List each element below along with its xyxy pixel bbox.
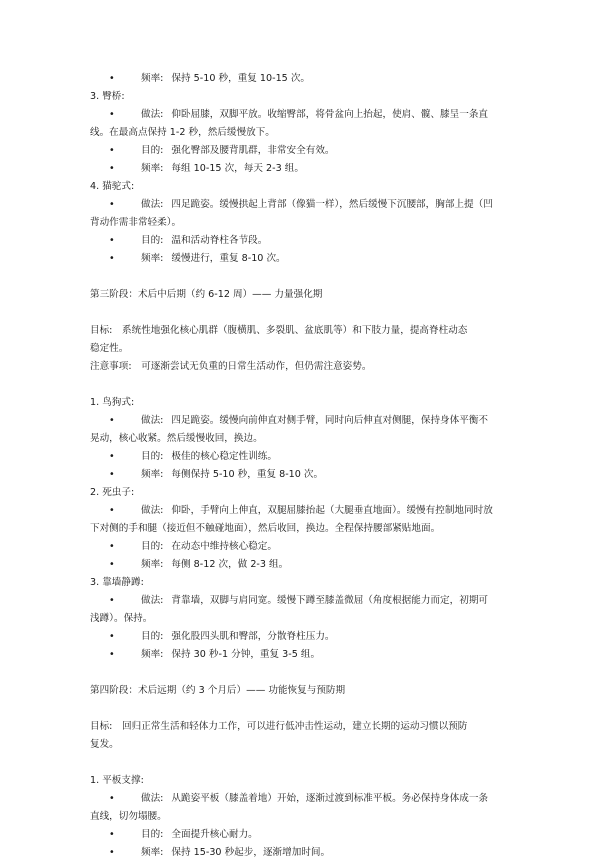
spacer xyxy=(90,376,515,394)
bullet-frequency xyxy=(90,556,515,574)
bullet-text: 四足跪姿。缓慢拱起上背部（像猫一样），然后缓慢下沉腰部，胸部上提（凹 xyxy=(171,199,493,210)
bullet-icon: • xyxy=(109,163,115,174)
spacer xyxy=(90,754,515,772)
bullet-goal xyxy=(90,142,515,160)
document-body xyxy=(90,70,515,862)
bullet-label: 频率: xyxy=(141,649,164,660)
bullet-text: 仰卧屈膝，双脚平放。收缩臀部，将骨盆向上抬起，使肩、髋、膝呈一条直 xyxy=(171,109,489,120)
bullet-frequency xyxy=(90,466,515,484)
stage-3-goal-line: 稳定性。 xyxy=(90,343,129,354)
bullet-icon: • xyxy=(109,793,115,804)
bullet-text-continued: 直线，切勿塌腰。 xyxy=(90,811,167,822)
bullet-icon: • xyxy=(109,847,115,858)
bullet-text-continued: 晃动，核心收紧。然后缓慢收回，换边。 xyxy=(90,433,263,444)
bullet-text: 强化臀部及腰背肌群，非常安全有效。 xyxy=(171,145,335,156)
stage-3-heading: 第三阶段：术后中后期（约 6-12 周）—— 力量强化期 xyxy=(90,289,323,300)
exercise-title-bird-dog: 1. 鸟狗式: xyxy=(90,397,135,408)
bullet-label: 做法: xyxy=(141,793,164,804)
bullet-frequency xyxy=(90,160,515,178)
bullet-label: 频率: xyxy=(141,163,164,174)
exercise-title-glute-bridge: 3. 臀桥: xyxy=(90,91,125,102)
bullet-text: 背靠墙，双脚与肩同宽。缓慢下蹲至膝盖微屈（角度根据能力而定，初期可 xyxy=(171,595,489,606)
exercise-title-wall-sit: 3. 靠墙静蹲: xyxy=(90,577,144,588)
bullet-text: 温和活动脊柱各节段。 xyxy=(171,235,268,246)
bullet-method xyxy=(90,502,515,538)
bullet-label: 做法: xyxy=(141,415,164,426)
bullet-label: 频率: xyxy=(141,253,164,264)
bullet-label: 做法: xyxy=(141,595,164,606)
bullet-text-continued: 背动作需非常轻柔）。 xyxy=(90,217,182,228)
bullet-label: 目的: xyxy=(141,451,164,462)
bullet-text: 仰卧，手臂向上伸直，双腿屈膝抬起（大腿垂直地面）。缓慢有控制地同时放 xyxy=(171,505,493,516)
bullet-icon: • xyxy=(109,631,115,642)
bullet-icon: • xyxy=(109,235,115,246)
bullet-method xyxy=(90,412,515,448)
bullet-method xyxy=(90,790,515,826)
bullet-text: 极佳的核心稳定性训练。 xyxy=(171,451,277,462)
bullet-label: 频率: xyxy=(141,73,164,84)
bullet-text: 每侧保持 5-10 秒，重复 8-10 次。 xyxy=(171,469,324,480)
stage-4-goal-line: 目标: 回归正常生活和轻体力工作，可以进行低冲击性运动，建立长期的运动习惯以预防 xyxy=(90,721,468,732)
bullet-goal xyxy=(90,628,515,646)
bullet-goal xyxy=(90,538,515,556)
bullet-text: 每组 10-15 次，每天 2-3 组。 xyxy=(171,163,304,174)
stage-4-heading: 第四阶段：术后远期（约 3 个月后）—— 功能恢复与预防期 xyxy=(90,685,346,696)
bullet-icon: • xyxy=(109,145,115,156)
bullet-label: 目的: xyxy=(141,541,164,552)
bullet-method xyxy=(90,592,515,628)
bullet-text: 保持 15-30 秒起步，逐渐增加时间。 xyxy=(171,847,331,858)
bullet-text: 缓慢进行，重复 8-10 次。 xyxy=(171,253,286,264)
bullet-frequency xyxy=(90,250,515,268)
spacer xyxy=(90,304,515,322)
stage-4-goal-line: 复发。 xyxy=(90,739,119,750)
bullet-icon: • xyxy=(109,451,115,462)
stage-3-goal xyxy=(90,322,515,358)
bullet-icon: • xyxy=(109,469,115,480)
exercise-title-plank: 1. 平板支撑: xyxy=(90,775,144,786)
bullet-method xyxy=(90,106,515,142)
bullet-label: 目的: xyxy=(141,235,164,246)
bullet-label: 目的: xyxy=(141,829,164,840)
spacer xyxy=(90,664,515,682)
stage-4-goal xyxy=(90,718,515,754)
bullet-icon: • xyxy=(109,541,115,552)
bullet-frequency xyxy=(90,646,515,664)
bullet-text: 保持 5-10 秒，重复 10-15 次。 xyxy=(171,73,311,84)
bullet-text-continued: 浅蹲）。保持。 xyxy=(90,613,153,624)
bullet-label: 做法: xyxy=(141,109,164,120)
bullet-icon: • xyxy=(109,253,115,264)
bullet-icon: • xyxy=(109,829,115,840)
bullet-icon: • xyxy=(109,73,115,84)
bullet-text: 保持 30 秒-1 分钟，重复 3-5 组。 xyxy=(171,649,321,660)
bullet-text: 从跪姿平板（膝盖着地）开始，逐渐过渡到标准平板。务必保持身体成一条 xyxy=(171,793,489,804)
bullet-icon: • xyxy=(109,199,115,210)
bullet-label: 频率: xyxy=(141,559,164,570)
bullet-goal xyxy=(90,232,515,250)
bullet-goal xyxy=(90,448,515,466)
bullet-icon: • xyxy=(109,649,115,660)
bullet-text: 全面提升核心耐力。 xyxy=(171,829,258,840)
bullet-text: 每侧 8-12 次，做 2-3 组。 xyxy=(171,559,289,570)
bullet-icon: • xyxy=(109,595,115,606)
bullet-text: 四足跪姿。缓慢向前伸直对侧手臂，同时向后伸直对侧腿，保持身体平衡不 xyxy=(171,415,489,426)
spacer xyxy=(90,268,515,286)
bullet-icon: • xyxy=(109,109,115,120)
bullet-label: 频率: xyxy=(141,469,164,480)
bullet-label: 目的: xyxy=(141,631,164,642)
stage-3-goal-line: 目标: 系统性地强化核心肌群（腹横肌、多裂肌、盆底肌等）和下肢力量，提高脊柱动态 xyxy=(90,325,468,336)
bullet-label: 频率: xyxy=(141,847,164,858)
bullet-label: 做法: xyxy=(141,505,164,516)
bullet-text-continued: 下对侧的手和腿（接近但不触碰地面），然后收回，换边。全程保持腰部紧贴地面。 xyxy=(90,523,441,534)
bullet-method xyxy=(90,196,515,232)
exercise-title-cat-camel: 4. 猫驼式: xyxy=(90,181,135,192)
bullet-text-continued: 线。在最高点保持 1-2 秒，然后缓慢放下。 xyxy=(90,127,275,138)
bullet-label: 做法: xyxy=(141,199,164,210)
stage-3-note: 注意事项: 可逐渐尝试无负重的日常生活动作，但仍需注意姿势。 xyxy=(90,361,372,372)
bullet-icon: • xyxy=(109,559,115,570)
exercise-title-dead-bug: 2. 死虫子: xyxy=(90,487,135,498)
bullet-label: 目的: xyxy=(141,145,164,156)
bullet-text: 强化股四头肌和臀部，分散脊柱压力。 xyxy=(171,631,335,642)
bullet-icon: • xyxy=(109,415,115,426)
bullet-goal xyxy=(90,826,515,844)
bullet-frequency xyxy=(90,844,515,862)
bullet-frequency xyxy=(90,70,515,88)
spacer xyxy=(90,700,515,718)
bullet-text: 在动态中维持核心稳定。 xyxy=(171,541,277,552)
bullet-icon: • xyxy=(109,505,115,516)
